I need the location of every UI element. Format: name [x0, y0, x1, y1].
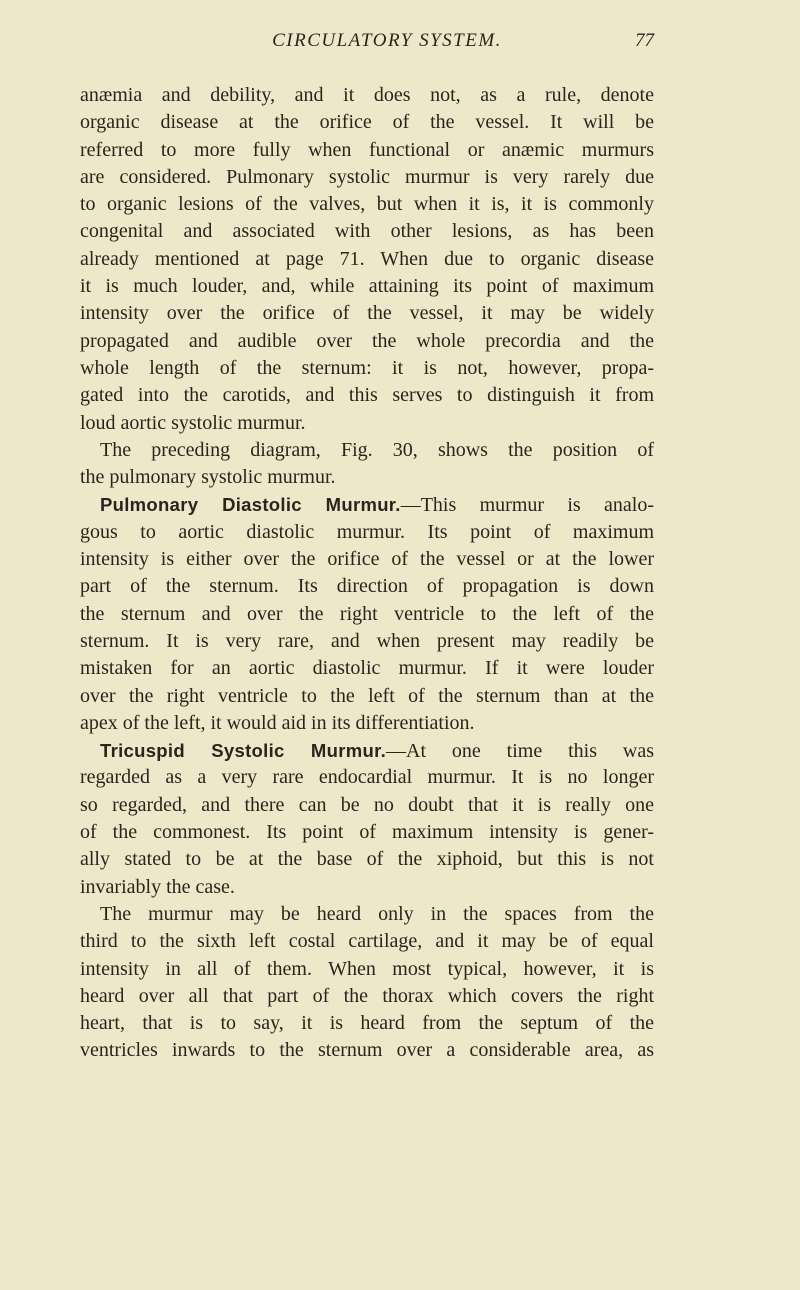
text-line: propagated and audible over the whole precordia and the: [80, 329, 654, 352]
text-line: organic disease at the orifice of the vessel. It will be: [80, 111, 654, 134]
text-line: gated into the carotids, and this serves to distinguish it from: [80, 384, 654, 407]
text-line: mistaken for an aortic diastolic murmur. If it were louder: [80, 657, 654, 680]
text-line: part of the sternum. Its direction of propagation is down: [80, 575, 654, 598]
text-line: ally stated to be at the base of the xiphoid, but this is not: [80, 848, 654, 871]
text-line: The murmur may be heard only in the spaces from the: [100, 902, 654, 925]
text-line: loud aortic systolic murmur.: [80, 411, 306, 434]
text-line: heard over all that part of the thorax which covers the right: [80, 984, 654, 1007]
text-line: intensity over the orifice of the vessel, it may be widely: [80, 302, 654, 325]
text-line: [80, 491, 654, 518]
text-line: third to the sixth left costal cartilage, and it may be of equal: [80, 930, 654, 953]
text-line: it is much louder, and, while attaining its point of maximum: [80, 275, 654, 298]
text-line: referred to more fully when functional or anæmic murmurs: [80, 138, 654, 161]
heading-line-rest: —At one time this was: [386, 740, 654, 763]
text-line: sternum. It is very rare, and when present may readily be: [80, 629, 654, 652]
heading-line-rest: —This murmur is analo-: [400, 494, 654, 517]
running-title: CIRCULATORY SYSTEM.: [272, 30, 502, 51]
text-line: The preceding diagram, Fig. 30, shows the position of: [100, 438, 654, 461]
section-heading-tricuspid-systolic: Tricuspid Systolic Murmur.: [100, 740, 387, 762]
text-line: to organic lesions of the valves, but when it is, it is commonly: [80, 193, 654, 216]
text-line: congenital and associated with other lesions, as has been: [80, 220, 654, 243]
text-line: over the right ventricle to the left of the sternum than at the: [80, 684, 654, 707]
text-line: intensity in all of them. When most typical, however, it is: [80, 957, 654, 980]
text-line: ventricles inwards to the sternum over a considerable area, as: [80, 1039, 654, 1062]
running-head: [80, 30, 654, 56]
section-heading-pulmonary-diastolic: Pulmonary Diastolic Murmur.: [100, 494, 401, 516]
text-line: the pulmonary systolic murmur.: [80, 466, 336, 489]
text-line: heart, that is to say, it is heard from the septum of the: [80, 1012, 654, 1035]
text-line: of the commonest. Its point of maximum intensity is gener-: [80, 821, 654, 844]
text-line: so regarded, and there can be no doubt that it is really one: [80, 793, 654, 816]
text-line: are considered. Pulmonary systolic murmur is very rarely due: [80, 165, 654, 188]
text-line: gous to aortic diastolic murmur. Its point of maximum: [80, 520, 654, 543]
text-line: intensity is either over the orifice of the vessel or at the lower: [80, 548, 654, 571]
text-line: [80, 737, 654, 764]
text-line: invariably the case.: [80, 875, 235, 898]
text-line: whole length of the sternum: it is not, however, propa-: [80, 356, 654, 379]
page-number: 77: [635, 30, 654, 51]
text-line: regarded as a very rare endocardial murmur. It is no longer: [80, 766, 654, 789]
body-text: [80, 82, 654, 1065]
text-line: already mentioned at page 71. When due to organic disease: [80, 247, 654, 270]
text-line: apex of the left, it would aid in its differentiation.: [80, 711, 475, 734]
text-line: the sternum and over the right ventricle to the left of the: [80, 602, 654, 625]
text-line: anæmia and debility, and it does not, as a rule, denote: [80, 84, 654, 106]
